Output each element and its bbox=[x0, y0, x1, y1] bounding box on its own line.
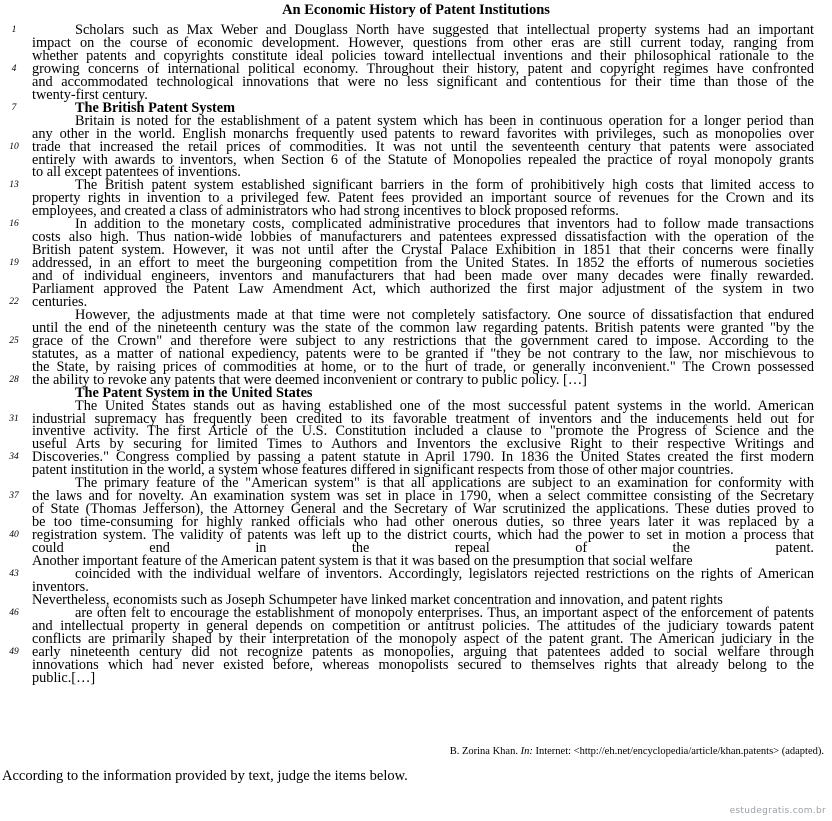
text-line: patent institution in the world, a system whose features differed in significant respects from those of other major countries. bbox=[32, 463, 734, 478]
text-line: Another important feature of the American patent system is that it was based on the presumption that social welfare bbox=[32, 553, 693, 568]
line-number: 28 bbox=[9, 374, 19, 385]
source-citation bbox=[450, 745, 824, 759]
text-line: industrial supremacy has frequently been credited to its favorable treatment of inventors and the inducements held out for bbox=[32, 411, 814, 426]
text-line: could end in the repeal of the patent. bbox=[32, 541, 814, 555]
text-line: to all except patentees of inventions. bbox=[32, 165, 241, 180]
text-line: costs also high. Thus nation-wide lobbies of manufacturers and patentees expressed dissatisfaction with the operation of the bbox=[32, 230, 814, 245]
line-number: 7 bbox=[11, 102, 17, 113]
text-line: employees, and created a class of administrators who had strong incentives to block proposed reforms. bbox=[32, 204, 619, 219]
text-line: Parliament approved the Patent Law Amendment Act, which authorized the first major adjustment of the system in two bbox=[32, 282, 814, 296]
line-number: 49 bbox=[9, 646, 19, 657]
line-number: 46 bbox=[9, 607, 19, 618]
text-line: British patent system. However, it was not until after the Crystal Palace Exhibition in 1851 that their concerns were finally bbox=[32, 243, 814, 258]
source-author: B. Zorina Khan. bbox=[449, 746, 518, 757]
text-line: conflicts are primarily shaped by their interpretation of the monopoly aspect of the patent grant. The American judiciary in the bbox=[32, 631, 814, 646]
text-line: inventive activity. The first Article of the U.S. Constitution included a clause to "promote the Progress of Science and the bbox=[32, 424, 814, 439]
line-number: 1 bbox=[11, 25, 17, 35]
text-line: property rights in invention to a privileged few. Patent fees provided an important source of revenues for the Crown and its bbox=[32, 191, 814, 206]
text-line: In addition to the monetary costs, complicated administrative procedures that inventors had to follow made transactions bbox=[75, 217, 814, 232]
line-number: 13 bbox=[9, 180, 19, 191]
text-line: useful Arts by securing for limited Times to Authors and Inventors the exclusive Right to their respective Writings and bbox=[32, 437, 814, 452]
text-line: The primary feature of the "American system" is that all applications are subject to an examination for conformity with bbox=[75, 476, 814, 491]
text-line: entirely with awards to inventors, when Section 6 of the Statute of Monopolies repealed the practice of royal monopoly grants bbox=[32, 152, 814, 167]
text-line: of State (Thomas Jefferson), the Attorney General and the Secretary of War scrutinized the applications. These duties proved to bbox=[32, 502, 814, 517]
source-in-label: In: bbox=[520, 746, 533, 757]
text-line: inventors. bbox=[32, 579, 89, 594]
text-line: and of individual engineers, inventors and manufacturers that had been made over many decades were finally rewarded. bbox=[32, 269, 814, 284]
text-line: However, the adjustments made at that time were not completely satisfactory. One source of dissatisfaction that endured bbox=[75, 307, 814, 322]
line-number: 40 bbox=[9, 530, 19, 541]
text-line: twenty-first century. bbox=[32, 87, 148, 102]
text-line: the State, by raising prices of commodities at home, or to the hurt of trade, or generally inconvenient." The Crown possessed bbox=[32, 359, 814, 374]
line-number: 37 bbox=[9, 491, 19, 502]
text-line: trade that increased the retail prices of commodities. It was not until the seventeenth century that patents were associated bbox=[32, 139, 814, 154]
text-line: registration system. The validity of patents was left up to the district courts, which had the power to set in motion a process that bbox=[32, 528, 814, 543]
line-number: 22 bbox=[9, 296, 19, 307]
question-prompt: According to the information provided by text, judge the items below. bbox=[2, 768, 408, 784]
text-line: are often felt to encourage the establishment of monopoly enterprises. Thus, an important aspect of the enforcement of patents bbox=[75, 605, 814, 620]
text-line: grace of the Crown" and therefore were subject to any restrictions that the government cared to impose. According to the bbox=[32, 333, 814, 348]
line-number: 10 bbox=[9, 141, 19, 152]
text-line: Scholars such as Max Weber and Douglass North have suggested that intellectual property systems had an important bbox=[75, 23, 814, 37]
text-line: centuries. bbox=[32, 294, 88, 309]
text-line: be too time-consuming for highly ranked officials who had other onerous duties, so three years later it was replaced by a bbox=[32, 515, 814, 530]
text-line: any other in the world. English monarchs frequently used patents to reward favorites with privileges, such as monopolies over bbox=[32, 126, 814, 141]
text-line: Discoveries." Congress complied by passing a patent statute in April 1790. In 1836 the United States created the first modern bbox=[32, 450, 814, 465]
watermark: estudegratis.com.br bbox=[729, 806, 826, 816]
text-line: coincided with the individual welfare of inventors. Accordingly, legislators rejected restrictions on the rights of American bbox=[75, 566, 814, 581]
text-line: and accommodated technological innovations that were no less significant and contentious for their time than those of the bbox=[32, 74, 814, 89]
text-line: public.[…] bbox=[32, 670, 96, 685]
text-line: and intellectual property in general depends on competition or antitrust policies. The attitudes of the judiciary towards patent bbox=[32, 618, 814, 633]
text-line: The British patent system established significant barriers in the form of prohibitively high costs that limited access to bbox=[75, 178, 814, 193]
document-title: An Economic History of Patent Institutions bbox=[282, 2, 550, 18]
text-line: the laws and for novelty. An examination system was set in place in 1790, when a select committee consisting of the Secretary bbox=[32, 489, 814, 504]
text-line: whether patents and copyrights constitute ideal policies toward intellectual inventions and their philosophical rationale to the bbox=[32, 48, 814, 63]
section-heading: The Patent System in the United States bbox=[75, 385, 313, 400]
line-number: 4 bbox=[11, 63, 17, 74]
text-line: growing concerns of international political economy. Throughout their history, patent and copyright regimes have confronted bbox=[32, 61, 814, 76]
text-line: innovations which had never existed before, whereas monopolists secured to themselves rights that already belong to the bbox=[32, 657, 814, 672]
line-number: 16 bbox=[9, 219, 19, 230]
line-number: 43 bbox=[9, 568, 19, 579]
section-heading: The British Patent System bbox=[75, 100, 236, 115]
text-line: until the end of the nineteenth century was the state of the common law regarding patents. British patents were granted "by the bbox=[32, 320, 814, 335]
text-line: impact on the course of economic development. However, questions from other eras are still current today, ranging from bbox=[32, 35, 814, 50]
text-line: The United States stands out as having established one of the most successful patent systems in the world. American bbox=[75, 398, 814, 413]
line-number: 25 bbox=[9, 335, 19, 346]
line-number: 31 bbox=[9, 413, 19, 424]
text-line: addressed, in an effort to meet the burgeoning competition from the United States. In 1852 the efforts of numerous societies bbox=[32, 256, 814, 271]
text-line: early nineteenth century did not recognize patents as monopolies, arguing that patentees added to social welfare through bbox=[32, 644, 814, 659]
line-number: 19 bbox=[9, 258, 19, 269]
text-line: Britain is noted for the establishment of a patent system which has been in continuous operation for a longer period than bbox=[75, 113, 814, 128]
text-line: statutes, as a matter of national expediency, patents were to be granted if "they be not contrary to the law, nor mischievous to bbox=[32, 346, 814, 361]
line-number: 34 bbox=[9, 452, 19, 463]
source-reference: Internet: <http://eh.net/encyclopedia/article/khan.patents> (adapted). bbox=[535, 746, 824, 757]
text-line: the ability to revoke any patents that were deemed inconvenient or contrary to public policy. […] bbox=[32, 372, 587, 387]
text-line: Nevertheless, economists such as Joseph Schumpeter have linked market concentration and innovation, and patent rights bbox=[32, 592, 723, 607]
